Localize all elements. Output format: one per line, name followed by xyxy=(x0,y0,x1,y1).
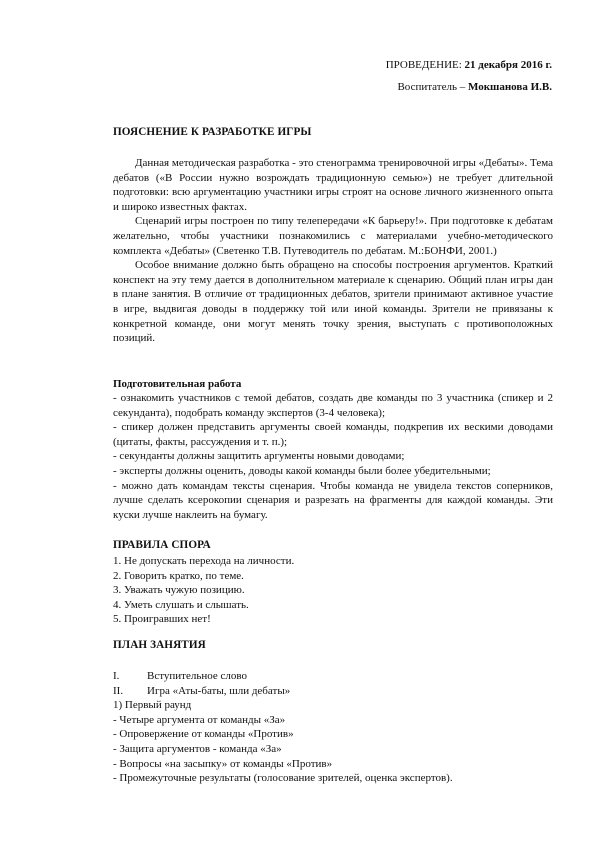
preparation-title: Подготовительная работа xyxy=(113,378,242,390)
explanation-title: ПОЯСНЕНИЕ К РАЗРАБОТКЕ ИГРЫ xyxy=(113,126,312,138)
rule-item: 2. Говорить кратко, по теме. xyxy=(113,569,244,582)
explanation-paragraph-3: Особое внимание должно быть обращено на способы построения аргументов. Краткий конспект на эту тему дается в дополнительном материале к сценарию. Общий план игры дан в плане занятия. В отличие от традиционных дебатов, зрители принимают активное участие в игре, выдвигая доводы в поддержку той или иной команды. Зрители не привязаны к конкретной команде, они могут менять точку зрения, выступать с противоположных позиций. xyxy=(113,259,553,345)
preparation-item: - секунданты должны защитить аргументы новыми доводами; xyxy=(113,450,405,463)
plan-line: - Промежуточные результаты (голосование зрителей, оценка экспертов). xyxy=(113,772,453,785)
plan-title: ПЛАН ЗАНЯТИЯ xyxy=(113,639,206,651)
teacher-name: Мокшанова И.В. xyxy=(467,81,552,93)
plan-line: - Защита аргументов - команда «За» xyxy=(113,742,282,755)
rule-item: 4. Уметь слушать и слышать. xyxy=(113,598,249,611)
plan-section xyxy=(113,669,553,684)
plan-section xyxy=(113,684,553,699)
preparation-item: - спикер должен представить аргументы своей команды, подкрепив их вескими доводами (цитаты, факты, рассуждения и т. п.); xyxy=(113,421,553,448)
preparation-item: - эксперты должны оценить, доводы какой команды были более убедительными; xyxy=(113,464,491,477)
plan-line: - Вопросы «на засыпку» от команды «Против» xyxy=(113,757,333,770)
preparation-item: - ознакомить участников с темой дебатов, создать две команды по 3 участника (спикер и 2 секунданта), подобрать команду экспертов (3-4 человека); xyxy=(113,392,553,419)
plan-section-number: I. xyxy=(113,670,120,682)
plan-line: - Четыре аргумента от команды «За» xyxy=(113,713,286,726)
explanation-body xyxy=(113,156,553,346)
date-line xyxy=(386,58,552,73)
rules-title: ПРАВИЛА СПОРА xyxy=(113,539,211,551)
preparation-list xyxy=(113,391,553,522)
teacher-label: Воспитатель – xyxy=(397,81,468,93)
plan-section-text: Игра «Аты-баты, шли дебаты» xyxy=(147,684,291,697)
rules-list xyxy=(113,554,553,627)
plan-section-number: II. xyxy=(113,684,124,697)
explanation-paragraph-1: Данная методическая разработка - это стенограмма тренировочной игры «Дебаты». Тема дебатов («В России нужно возрождать традиционную семью») не требует длительной подготовки: всю аргументацию участники игры строят на основе личного жизненного опыта и широко известных фактах. xyxy=(113,157,553,213)
date-label: ПРОВЕДЕНИЕ: xyxy=(385,59,465,71)
plan-section-text: Вступительное слово xyxy=(147,670,247,682)
explanation-paragraph-2: Сценарий игры построен по типу телепередачи «К барьеру!». При подготовке к дебатам желательно, чтобы участники познакомились с материалами учебно-методического комплекта «Дебаты» (Светенко Т.В. Путеводитель по дебатам. М.:БОНФИ, 2001.) xyxy=(113,215,553,257)
teacher-line xyxy=(397,80,552,95)
plan-list xyxy=(113,669,553,786)
plan-line: - Опровержение от команды «Против» xyxy=(113,728,294,741)
rule-item: 3. Уважать чужую позицию. xyxy=(113,584,245,597)
rule-item: 5. Проигравших нет! xyxy=(113,613,211,626)
plan-line: 1) Первый раунд xyxy=(113,699,192,712)
rule-item: 1. Не допускать перехода на личности. xyxy=(113,555,295,567)
preparation-item: - можно дать командам тексты сценария. Чтобы команда не увидела текстов соперников, лучше сделать ксерокопии сценария и разрезать на фрагменты для каждой команды. Эти куски лучше наклеить на бумагу. xyxy=(113,479,553,521)
date-value: 21 декабря 2016 г. xyxy=(464,59,552,71)
